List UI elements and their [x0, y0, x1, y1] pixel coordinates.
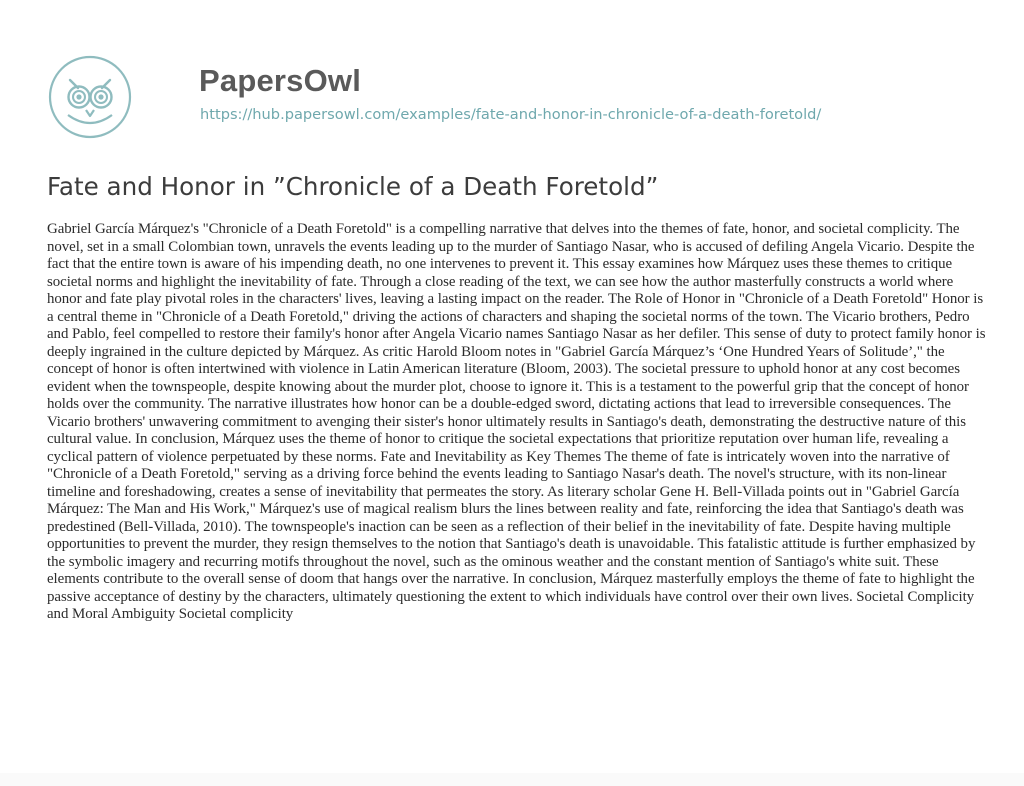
document-title: Fate and Honor in ”Chronicle of a Death Foretold”: [47, 172, 659, 201]
source-url-link[interactable]: https://hub.papersowl.com/examples/fate-and-honor-in-chronicle-of-a-death-foretold/: [200, 106, 822, 123]
page-header: [48, 55, 1008, 135]
owl-logo-icon: [48, 55, 132, 139]
document-body: Gabriel García Márquez's "Chronicle of a Death Foretold" is a compelling narrative that delves into the themes of fate, honor, and societal complicity. The novel, set in a small Colombian town, unravels the events leading up to the murder of Santiago Nasar, who is accused of defiling Angela Vicario. Despite the fact that the entire town is aware of his impending death, no one intervenes to prevent it. This essay examines how Márquez uses these themes to critique societal norms and highlight the inevitability of fate. Through a close reading of the text, we can see how the author masterfully constructs a world where honor and fate play pivotal roles in the characters' lives, leaving a lasting impact on the reader. The Role of Honor in "Chronicle of a Death Foretold" Honor is a central theme in "Chronicle of a Death Foretold," driving the actions of characters and shaping the societal norms of the town. The Vicario brothers, Pedro and Pablo, feel compelled to restore their family's honor after Angela Vicario names Santiago Nasar as her defiler. This sense of duty to protect family honor is deeply ingrained in the culture depicted by Márquez. As critic Harold Bloom notes in "Gabriel García Márquez’s ‘One Hundred Years of Solitude’," the concept of honor is often intertwined with violence in Latin American literature (Bloom, 2003). The societal pressure to uphold honor at any cost becomes evident when the townspeople, despite knowing about the murder plot, choose to ignore it. This is a testament to the powerful grip that the concept of honor holds over the community. The narrative illustrates how honor can be a double-edged sword, dictating actions that lead to irreversible consequences. The Vicario brothers' unwavering commitment to avenging their sister's honor ultimately results in Santiago's death, demonstrating the destructive nature of this cultural value. In conclusion, Márquez uses the theme of honor to critique the societal expectations that prioritize reputation over human life, revealing a cyclical pattern of violence perpetuated by these norms. Fate and Inevitability as Key Themes The theme of fate is intricately woven into the narrative of "Chronicle of a Death Foretold," serving as a driving force behind the events leading to Santiago Nasar's death. The novel's structure, with its non-linear timeline and foreshadowing, creates a sense of inevitability that permeates the story. As literary scholar Gene H. Bell-Villada points out in "Gabriel García Márquez: The Man and His Work," Márquez's use of magical realism blurs the lines between reality and fate, reinforcing the idea that Santiago's death was predestined (Bell-Villada, 2010). The townspeople's inaction can be seen as a reflection of their belief in the inevitability of fate. Despite having multiple opportunities to prevent the murder, they resign themselves to the notion that Santiago's death is unavoidable. This fatalistic attitude is further emphasized by the symbolic imagery and recurring motifs throughout the novel, such as the ominous weather and the constant mention of Santiago's white suit. These elements contribute to the overall sense of doom that hangs over the narrative. In conclusion, Márquez masterfully employs the theme of fate to highlight the passive acceptance of destiny by the characters, ultimately questioning the extent to which individuals have control over their own lives. Societal Complicity and Moral Ambiguity Societal complicity: [47, 221, 986, 622]
brand-name: PapersOwl: [199, 63, 362, 98]
page-footer-strip: [0, 773, 1024, 786]
